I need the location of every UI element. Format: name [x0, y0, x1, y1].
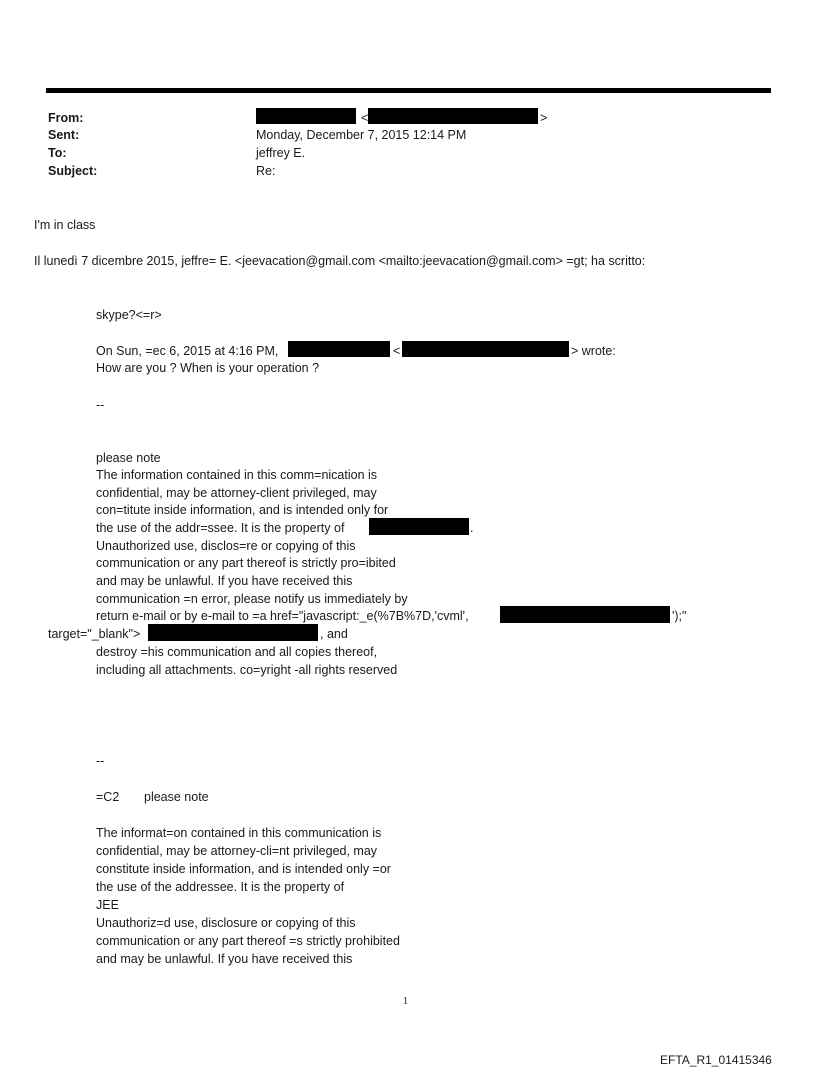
- subject-value: Re:: [256, 164, 276, 178]
- from-gt: >: [540, 111, 548, 125]
- skype-line: skype?<=r>: [96, 308, 162, 322]
- body-line-class: I'm in class: [34, 218, 96, 232]
- on-sun-lt: <: [393, 344, 401, 358]
- disclaimer2-line: Unauthoriz=d use, disclosure or copying of this: [96, 916, 356, 930]
- disclaimer1-js-close: ');": [672, 609, 687, 623]
- from-label: From:: [48, 111, 84, 125]
- disclaimer1-line: please note: [96, 451, 161, 465]
- disclaimer1-line: The information contained in this comm=nication is: [96, 468, 378, 482]
- disclaimer2-line: confidential, may be attorney-cli=nt privileged, may: [96, 844, 378, 858]
- disclaimer1-line: confidential, may be attorney-client privileged, may: [96, 486, 377, 500]
- disclaimer1-line: destroy =his communication and all copies thereof,: [96, 645, 378, 659]
- sent-label: Sent:: [48, 128, 80, 142]
- body-line-quote-intro: Il lunedì 7 dicembre 2015, jeffre= E. <jeevacation@gmail.com <mailto:jeevacation@gmail.com> =gt; ha scritto:: [34, 254, 646, 268]
- disclaimer2-line: JEE: [96, 898, 119, 912]
- on-sun-suffix: > wrote:: [571, 344, 616, 358]
- document-id: EFTA_R1_01415346: [660, 1053, 772, 1067]
- disclaimer2-line: The informat=on contained in this communication is: [96, 826, 382, 840]
- page-number: 1: [403, 996, 408, 1007]
- on-sun-prefix: On Sun, =ec 6, 2015 at 4:16 PM,: [96, 344, 279, 358]
- disclaimer1-line: communication or any part thereof is strictly pro=ibited: [96, 556, 396, 570]
- disclaimer1-line: Unauthorized use, disclos=re or copying of this: [96, 539, 356, 553]
- disclaimer2-line: the use of the addressee. It is the property of: [96, 880, 345, 894]
- property-owner-redaction: [369, 518, 469, 535]
- disclaimer1-line: including all attachments. co=yright -all rights reserved: [96, 663, 398, 677]
- from-lt: <: [361, 111, 369, 125]
- disclaimer2-line: constitute inside information, and is intended only =or: [96, 862, 391, 876]
- email-redaction: [500, 606, 670, 623]
- dashes-1: --: [96, 398, 105, 412]
- c2-please-note: please note: [144, 790, 209, 804]
- c2-marker: =C2: [96, 790, 120, 804]
- disclaimer1-line: return e-mail or by e-mail to =a href="javascript:_e(%7B%7D,'cvml',: [96, 609, 469, 623]
- disclaimer2-line: communication or any part thereof =s strictly prohibited: [96, 934, 400, 948]
- disclaimer2-line: and may be unlawful. If you have received this: [96, 952, 353, 966]
- sent-value: Monday, December 7, 2015 12:14 PM: [256, 128, 467, 142]
- disclaimer1-line: the use of the addr=ssee. It is the property of: [96, 521, 345, 535]
- subject-label: Subject:: [48, 164, 98, 178]
- to-value: jeffrey E.: [256, 146, 306, 160]
- sender-name-redaction: [288, 341, 390, 357]
- from-name-redaction: [256, 108, 356, 124]
- disclaimer1-line: con=titute inside information, and is intended only for: [96, 503, 389, 517]
- disclaimer1-line: and may be unlawful. If you have received this: [96, 574, 353, 588]
- disclaimer1-target: target="_blank">: [48, 627, 141, 641]
- how-are-you-line: How are you ? When is your operation ?: [96, 361, 320, 375]
- disclaimer1-line: communication =n error, please notify us immediately by: [96, 592, 408, 606]
- dashes-2: --: [96, 754, 105, 768]
- link-text-redaction: [148, 624, 318, 641]
- disclaimer1-period: .: [470, 521, 474, 535]
- header-rule: [46, 88, 771, 93]
- disclaimer1-and: , and: [320, 627, 348, 641]
- to-label: To:: [48, 146, 67, 160]
- sender-email-redaction: [402, 341, 569, 357]
- from-email-redaction: [368, 108, 538, 124]
